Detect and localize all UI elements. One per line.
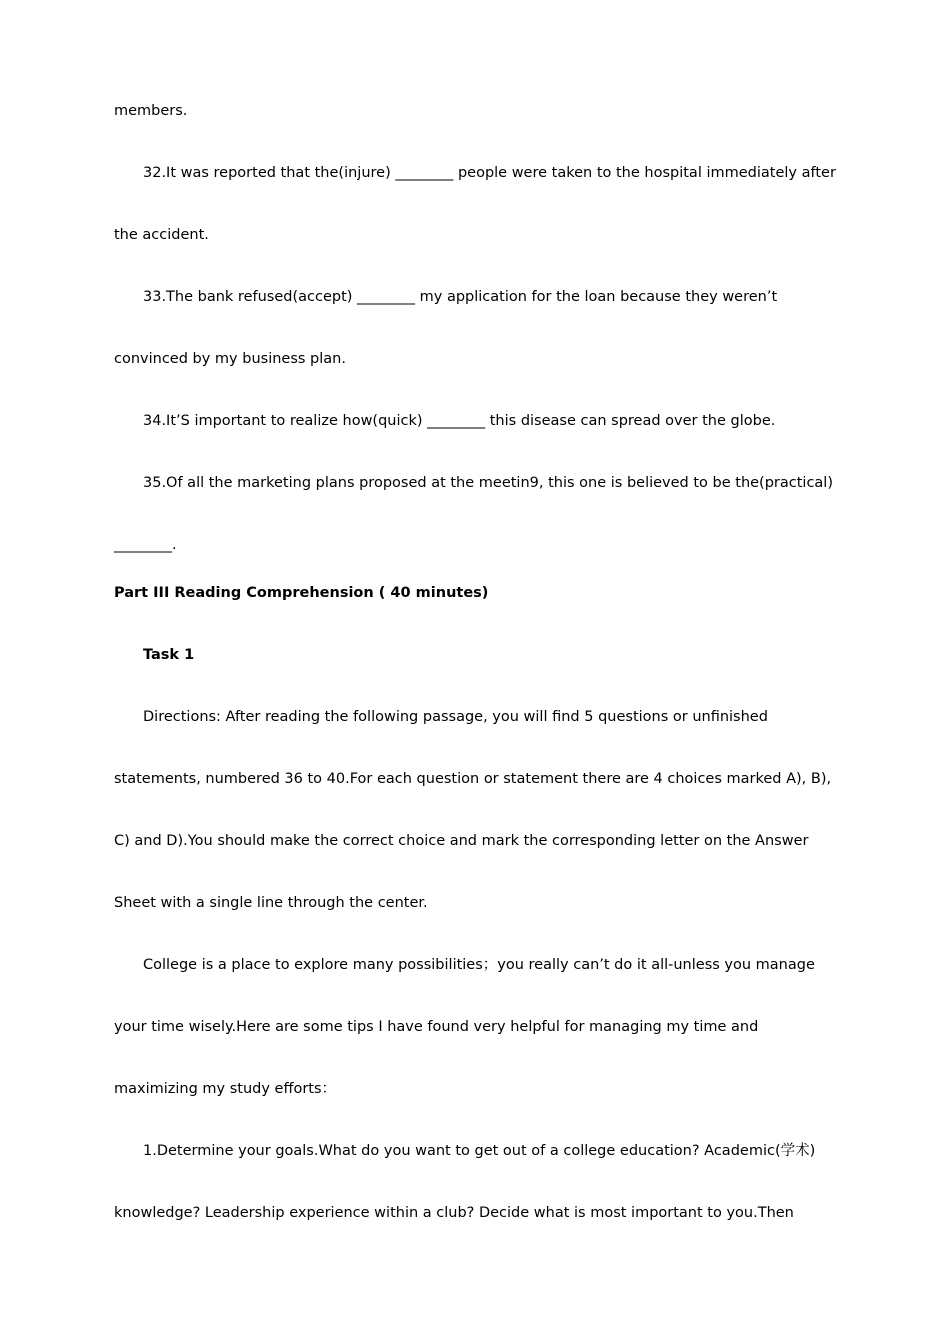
question-32-continued: the accident. xyxy=(114,227,209,243)
question-33-continued: convinced by my business plan. xyxy=(114,351,346,367)
passage-line-2: your time wisely.Here are some tips I have found very helpful for managing my time and xyxy=(114,1019,759,1035)
question-35-continued: ________. xyxy=(114,537,177,553)
question-33: 33.The bank refused(accept) ________ my application for the loan because they weren’t xyxy=(143,289,778,305)
passage-line-5: knowledge? Leadership experience within a club? Decide what is most important to you.Then xyxy=(114,1205,794,1221)
directions-line-3: C) and D).You should make the correct choice and mark the corresponding letter on the Answer xyxy=(114,833,809,849)
task-heading: Task 1 xyxy=(143,647,195,663)
question-35: 35.Of all the marketing plans proposed at the meetin9, this one is believed to be the(practical) xyxy=(143,475,833,491)
directions-line-1: Directions: After reading the following passage, you will find 5 questions or unfinished xyxy=(143,709,768,725)
passage-line-3: maximizing my study efforts： xyxy=(114,1081,337,1097)
question-34: 34.It’S important to realize how(quick) ________ this disease can spread over the globe. xyxy=(143,413,776,429)
question-32: 32.It was reported that the(injure) ________ people were taken to the hospital immediately after xyxy=(143,165,836,181)
passage-line-1: College is a place to explore many possibilities；you really can’t do it all-unless you manage xyxy=(143,957,815,973)
text-line-members: members. xyxy=(114,103,188,119)
section-heading: Part III Reading Comprehension ( 40 minutes) xyxy=(114,585,489,601)
directions-line-4: Sheet with a single line through the center. xyxy=(114,895,428,911)
directions-line-2: statements, numbered 36 to 40.For each question or statement there are 4 choices marked A), B), xyxy=(114,771,832,787)
passage-line-4: 1.Determine your goals.What do you want to get out of a college education? Academic(学术) xyxy=(143,1143,816,1159)
